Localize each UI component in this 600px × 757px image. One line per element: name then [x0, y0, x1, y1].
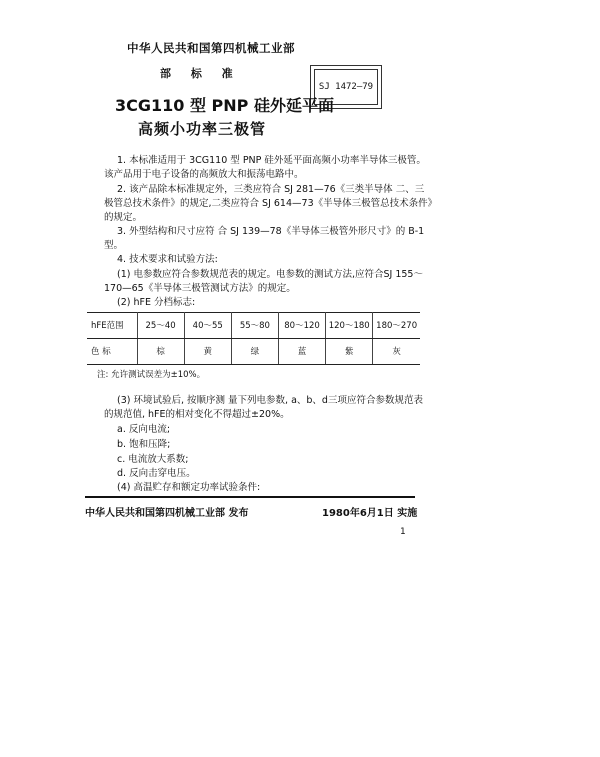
implementation-date: 1980年6月1日 实施 — [322, 508, 418, 519]
color-code-cell: 蓝 — [278, 338, 325, 364]
para-3-line2: 型。 — [104, 240, 124, 251]
list-item-a: a. 反向电流; — [117, 424, 171, 435]
page-number: 1 — [400, 527, 406, 537]
footer-rule — [85, 496, 415, 498]
para-4-2: (2) hFE 分档标志: — [117, 297, 196, 308]
para-3-line1: 3. 外型结构和尺寸应符 合 SJ 139—78《半导体三极管外形尺寸》的 B-1 — [117, 226, 425, 237]
para-2-line3: 的规定。 — [104, 212, 143, 223]
para-4-1-line1: (1) 电参数应符合参数规范表的规定。电参数的测试方法,应符合SJ 155～ — [117, 269, 423, 280]
table-row — [87, 312, 420, 338]
para-4-1-line2: 170—65《半导体三极管测试方法》的规定。 — [104, 283, 296, 294]
para-2-line1: 2. 该产品除本标准规定外，三类应符合 SJ 281—76《三类半导体 二、三 — [117, 184, 425, 195]
para-2-line2: 极管总技术条件》的规定,二类应符合 SJ 614—73《半导体三极管总技术条件》 — [104, 198, 438, 209]
color-code-cell: 灰 — [373, 338, 420, 364]
para-1-line2: 该产品用于电子设备的高频放大和振荡电路中。 — [104, 169, 304, 180]
ministry-header: 中华人民共和国第四机械工业部 — [127, 41, 295, 55]
hfe-range-cell: 55～80 — [231, 312, 278, 338]
list-item-b: b. 饱和压降; — [117, 439, 171, 450]
hfe-range-cell: 180～270 — [373, 312, 420, 338]
color-code-cell: 棕 — [137, 338, 184, 364]
hfe-range-cell: 120～180 — [326, 312, 373, 338]
publisher-line: 中华人民共和国第四机械工业部 发布 — [85, 508, 249, 519]
table-mid-rule — [87, 338, 420, 339]
standard-type: 部 标 准 — [160, 67, 233, 80]
hfe-range-cell: 25～40 — [137, 312, 184, 338]
para-1-line1: 1. 本标准适用于 3CG110 型 PNP 硅外延平面高频小功率半导体三极管。 — [117, 155, 426, 166]
table-bottom-rule — [87, 364, 420, 365]
hfe-range-cell: 40～55 — [184, 312, 231, 338]
doc-title-line1: 3CG110 型 PNP 硅外延平面 — [115, 96, 334, 115]
para-4-3-line1: (3) 环境试验后, 按顺序测 量下列电参数, a、b、d三项应符合参数规范表 — [117, 395, 423, 406]
doc-title-line2: 高频小功率三极管 — [138, 120, 267, 138]
color-code-cell: 绿 — [231, 338, 278, 364]
hfe-range-cell: 80～120 — [278, 312, 325, 338]
table-note: 注: 允许测试误差为±10%。 — [97, 370, 206, 380]
color-code-cell: 紫 — [326, 338, 373, 364]
color-code-header: 色 标 — [91, 347, 111, 357]
standard-code: SJ 1472—79 — [314, 69, 378, 105]
list-item-d: d. 反向击穿电压。 — [117, 468, 196, 479]
para-4: 4. 技术要求和试验方法: — [117, 254, 218, 265]
color-code-cell: 黄 — [184, 338, 231, 364]
table-row — [87, 338, 420, 364]
hfe-range-header: hFE范围 — [91, 321, 124, 331]
list-item-c: c. 电流放大系数; — [117, 454, 189, 465]
para-4-3-line2: 的规范值, hFE的相对变化不得超过±20%。 — [104, 409, 290, 420]
para-4-4: (4) 高温贮存和额定功率试验条件: — [117, 482, 261, 493]
